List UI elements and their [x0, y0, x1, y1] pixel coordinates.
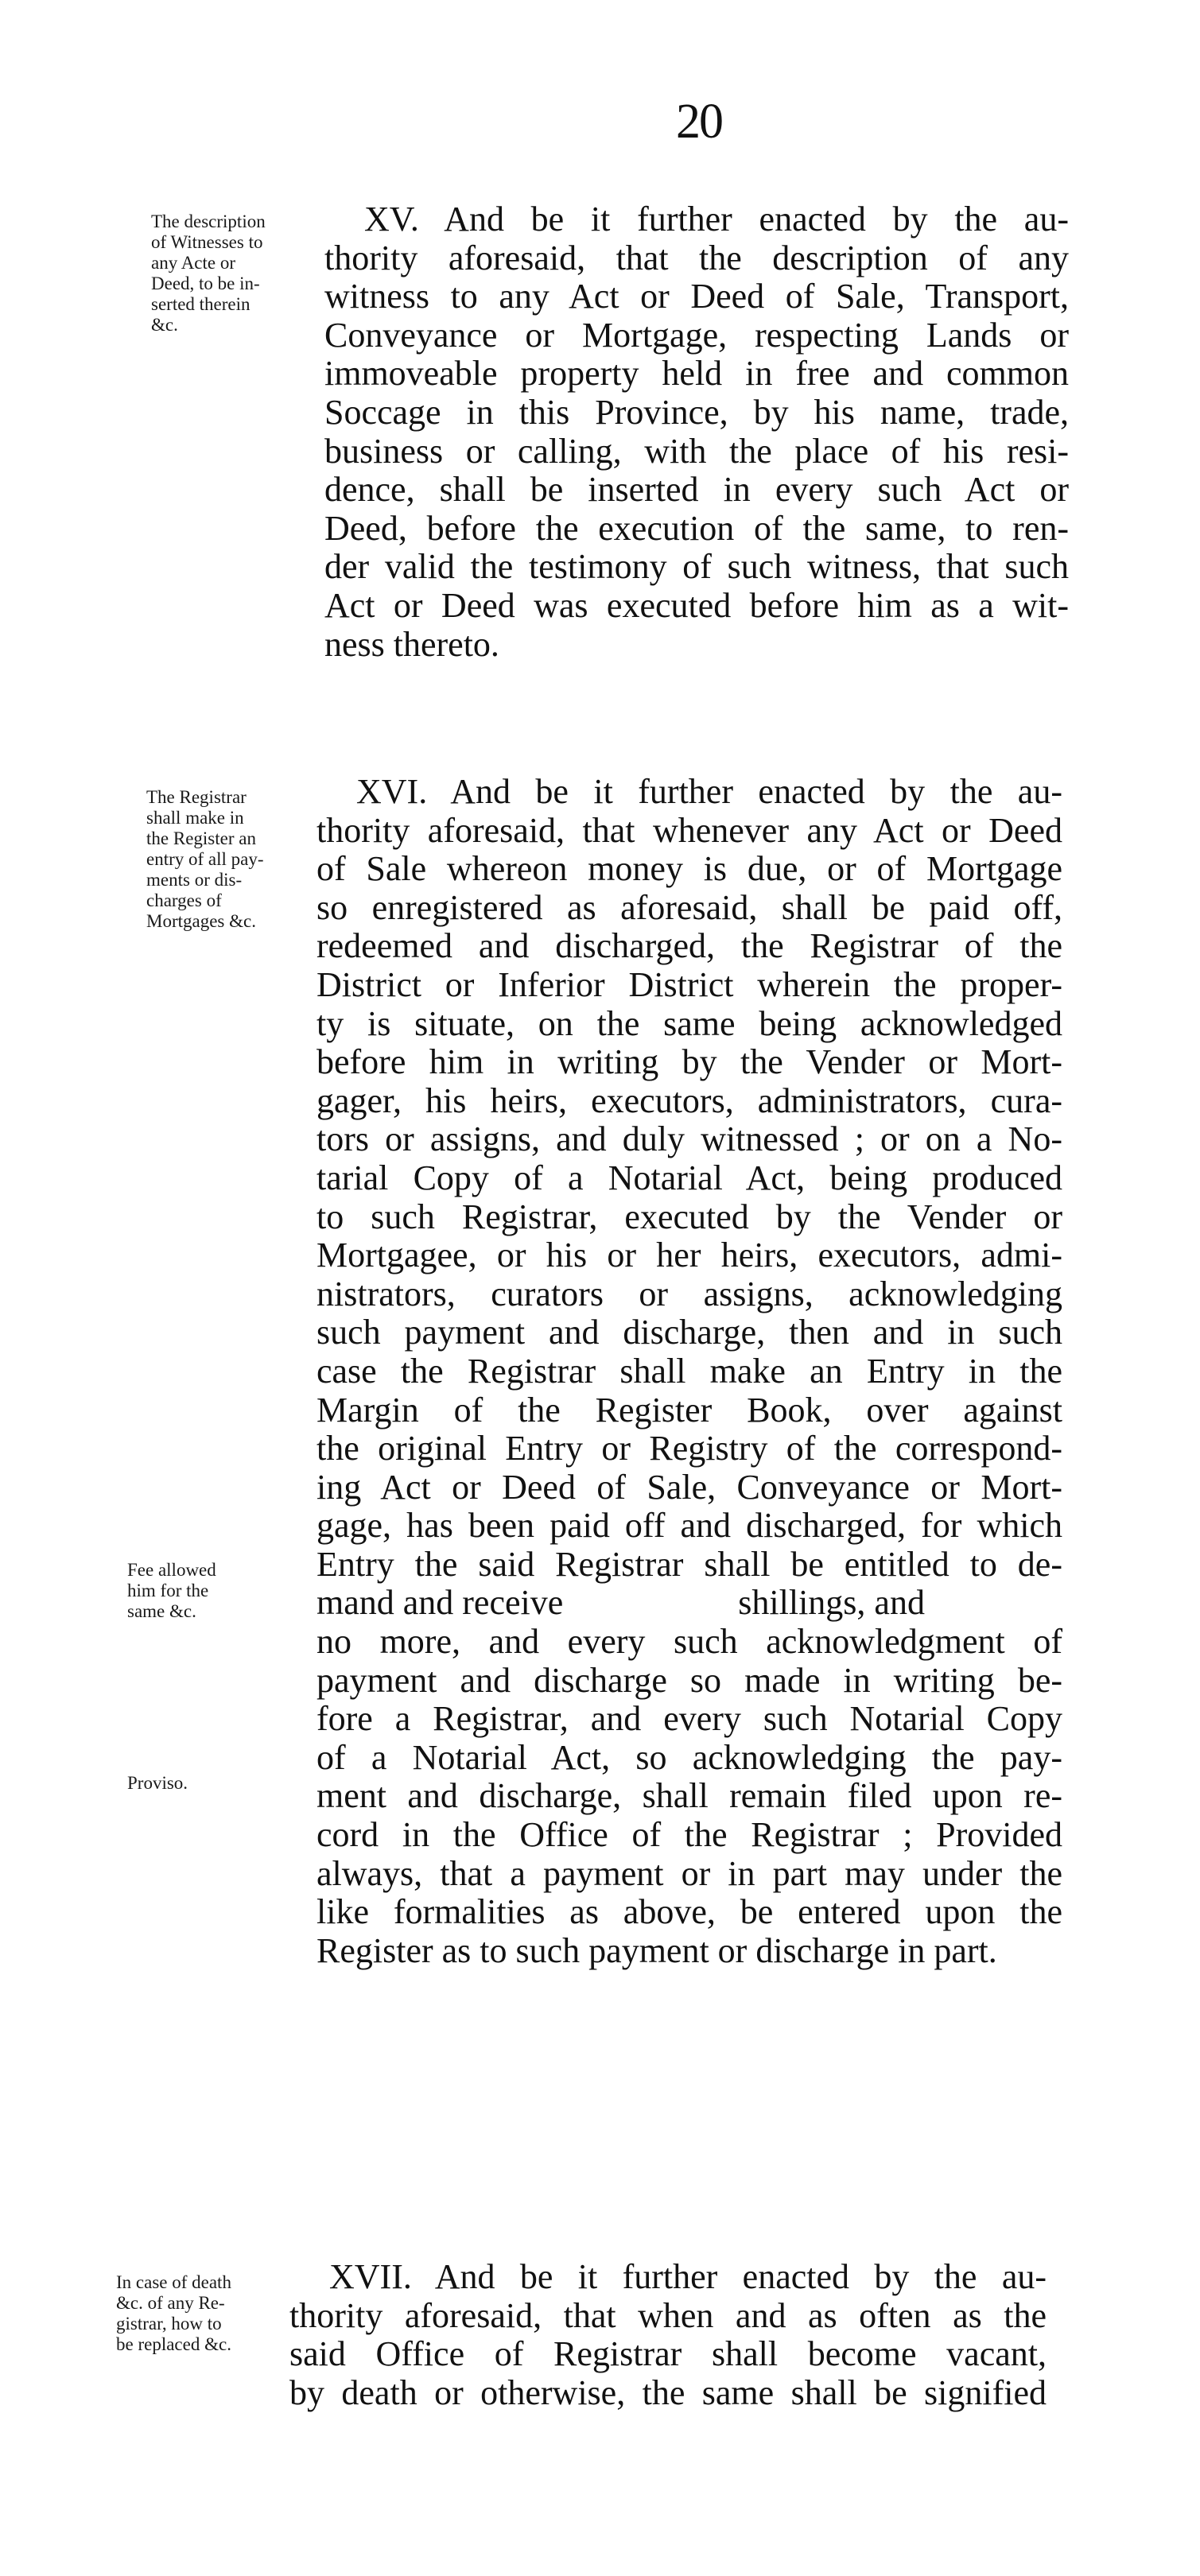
- text-line: always, that a payment or in part may under the: [317, 1853, 1062, 1893]
- text-line: thority aforesaid, that whenever any Act or Deed: [317, 810, 1062, 850]
- text-line: fore a Registrar, and every such Notarial Copy: [317, 1699, 1062, 1739]
- text-line: business or calling, with the place of his resi-: [324, 431, 1069, 471]
- margin-note-line: same &c.: [127, 1601, 196, 1621]
- margin-note-line: In case of death: [116, 2272, 231, 2292]
- text-line: Register as to such payment or discharge in part.: [317, 1930, 997, 1970]
- margin-note-line: Deed, to be in-: [151, 274, 260, 293]
- text-line: case the Registrar shall make an Entry in the: [317, 1351, 1062, 1391]
- margin-note-line: serted therein: [151, 294, 250, 314]
- text-line: District or Inferior District wherein the proper-: [317, 964, 1062, 1004]
- margin-note-line: The Registrar: [146, 787, 247, 807]
- text-line: of Sale whereon money is due, or of Mortgage: [317, 849, 1062, 889]
- margin-note-line: The description: [151, 211, 266, 231]
- text-line: tors or assigns, and duly witnessed ; or on a No-: [317, 1119, 1062, 1159]
- text-line: Mortgagee, or his or her heirs, executors, admi-: [317, 1236, 1062, 1275]
- section-xv: [324, 200, 1069, 664]
- text-line: thority aforesaid, that when and as often as the: [289, 2295, 1047, 2335]
- margin-note-line: gistrar, how to: [116, 2314, 222, 2334]
- margin-note-death-of-registrar: [116, 2272, 231, 2355]
- text-line: by death or otherwise, the same shall be signified: [289, 2372, 1047, 2412]
- margin-note-line: ments or dis-: [146, 870, 243, 890]
- margin-note-line: the Register an: [146, 828, 256, 848]
- text-line: like formalities as above, be entered upon the: [317, 1892, 1062, 1932]
- text-line: immoveable property held in free and common: [324, 354, 1069, 394]
- margin-note-line: charges of: [146, 890, 222, 910]
- margin-note-description-of-witnesses: [151, 211, 266, 336]
- text-line: of a Notarial Act, so acknowledging the pay-: [317, 1737, 1062, 1777]
- margin-note-line: any Acte or: [151, 253, 236, 273]
- text-line: redeemed and discharged, the Registrar of the: [317, 926, 1062, 966]
- margin-note-line: of Witnesses to: [151, 232, 263, 252]
- text-line: such payment and discharge, then and in such: [317, 1313, 1062, 1352]
- text-line: ing Act or Deed of Sale, Conveyance or Mort-: [317, 1467, 1062, 1507]
- text-line: thority aforesaid, that the description of any: [324, 238, 1069, 277]
- margin-note-line: &c.: [151, 315, 178, 335]
- text-line: ty is situate, on the same being acknowledged: [317, 1003, 1062, 1043]
- text-line: tarial Copy of a Notarial Act, being produced: [317, 1158, 1062, 1197]
- margin-note-fee-allowed: [127, 1560, 216, 1622]
- text-line: XVII. And be it further enacted by the au-: [329, 2257, 1047, 2296]
- text-line: Entry the said Registrar shall be entitled to de-: [317, 1544, 1062, 1584]
- text-line: to such Registrar, executed by the Vender or: [317, 1197, 1062, 1236]
- margin-note-line: &c. of any Re-: [116, 2293, 225, 2313]
- margin-note-line: Mortgages &c.: [146, 911, 256, 931]
- text-line: payment and discharge so made in writing be-: [317, 1660, 1062, 1700]
- text-line: witness to any Act or Deed of Sale, Transport,: [324, 277, 1069, 316]
- margin-note-registrar-entry: [146, 787, 264, 932]
- margin-note-line: shall make in: [146, 808, 244, 828]
- text-line: XV. And be it further enacted by the au-: [364, 200, 1069, 239]
- text-line: Margin of the Register Book, over against: [317, 1390, 1062, 1430]
- margin-note-line: him for the: [127, 1581, 209, 1600]
- margin-note-proviso: [127, 1773, 188, 1794]
- margin-note-line: be replaced &c.: [116, 2334, 231, 2354]
- text-line: before him in writing by the Vender or Mort-: [317, 1042, 1062, 1082]
- text-line: Act or Deed was executed before him as a wit-: [324, 585, 1069, 625]
- text-line: ness thereto.: [324, 624, 499, 664]
- text-line: gager, his heirs, executors, administrators, cura-: [317, 1080, 1062, 1120]
- text-line: Deed, before the execution of the same, to ren-: [324, 508, 1069, 548]
- text-line: so enregistered as aforesaid, shall be paid off,: [317, 887, 1062, 927]
- text-line: no more, and every such acknowledgment of: [317, 1622, 1062, 1662]
- margin-note-line: entry of all pay-: [146, 849, 264, 869]
- text-line: Soccage in this Province, by his name, trade,: [324, 392, 1069, 432]
- section-xvii: [289, 2258, 1047, 2412]
- margin-note-line: Fee allowed: [127, 1560, 216, 1580]
- text-line: mand and receive shillings, and: [317, 1583, 925, 1623]
- text-line: gage, has been paid off and discharged, for which: [317, 1506, 1062, 1546]
- page-number: 20: [676, 95, 722, 149]
- text-line: nistrators, curators or assigns, acknowledging: [317, 1274, 1062, 1313]
- text-line: Conveyance or Mortgage, respecting Lands or: [324, 315, 1069, 355]
- text-line: ment and discharge, shall remain filed upon re-: [317, 1776, 1062, 1816]
- text-line: said Office of Registrar shall become vacant,: [289, 2334, 1047, 2374]
- text-line: the original Entry or Registry of the correspond-: [317, 1429, 1062, 1468]
- text-line: dence, shall be inserted in every such Act or: [324, 470, 1069, 510]
- margin-note-line: Proviso.: [127, 1773, 188, 1793]
- text-line: cord in the Office of the Registrar ; Provided: [317, 1815, 1062, 1855]
- text-line: der valid the testimony of such witness, that such: [324, 547, 1069, 587]
- section-xvi: [317, 773, 1062, 1970]
- text-line: XVI. And be it further enacted by the au-: [356, 772, 1062, 811]
